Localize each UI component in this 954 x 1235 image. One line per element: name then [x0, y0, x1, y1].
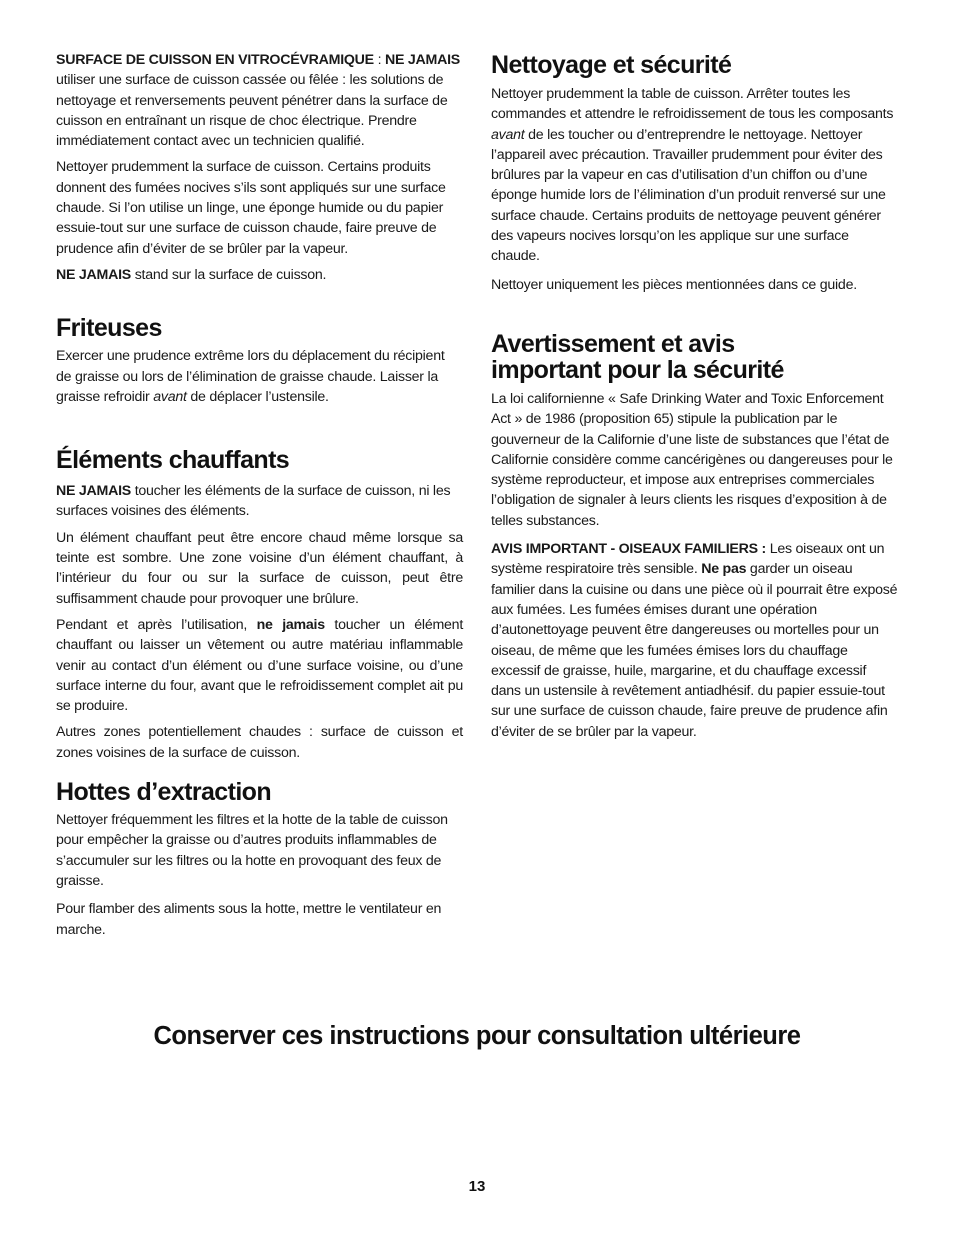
oiseaux-text-a: Les oiseaux ont un système respiratoire très sensible.	[491, 541, 885, 578]
hottes-heading: Hottes d’extraction	[56, 778, 272, 807]
elements-paragraph-2: Un élément chauffant peut être encore chaud même lorsque sa teinte est sombre. Une zone voisine d’un élément chauffant, à l’intérieur du four ou sur la surface de cuisson, peut être suffisamment chaude pour provoquer une brûlure.	[56, 529, 463, 607]
avertissement-paragraph-1: La loi californienne « Safe Drinking Water and Toxic Enforcement Act » de 1986 (proposition 65) stipule la publication par le gouverneur de la Californie d’une liste de substances que l’état de Californie considère comme cancérigènes ou dangereuses pour le système reproducteur, et impose aux entreprises commerciales l’obligation de signaler à leurs clients les risques d’exposition à de telles substances.	[491, 390, 893, 529]
avertissement-heading-line-1: Avertissement et avis	[491, 329, 735, 358]
friteuses-text-a: Exercer une prudence extrême lors du déplacement du récipient de graisse ou lors de l’élimination de graisse chaude. Laisser la graisse refroidir	[56, 348, 445, 405]
oiseaux-label: AVIS IMPORTANT - OISEAUX FAMILIERS :	[491, 541, 767, 558]
cooktop-paragraph	[56, 50, 463, 151]
left-column	[56, 48, 463, 946]
elements-p3-text-a: Pendant et après l’utilisation,	[56, 616, 257, 633]
avertissement-heading-line-2: important pour la sécurité	[491, 355, 784, 384]
avertissement-heading	[491, 331, 898, 383]
nettoyage-paragraph-1	[491, 84, 898, 267]
right-column	[491, 48, 898, 748]
elements-paragraph-1	[56, 481, 463, 522]
elements-paragraph-3	[56, 615, 463, 716]
elements-p3-warning: ne jamais	[256, 616, 325, 633]
nettoyage-p1-text-a: Nettoyer prudemment la table de cuisson. Arrêter toutes les commandes et attendre le refroidissement de tous les composants	[491, 86, 894, 123]
elements-p3-text-b: toucher un élément chauffant ou laisser un vêtement ou autre matériau inflammable venir au contact d’un élément ou d’une surface voisine, ou d’une surface interne du four, avant que le refroidissement complet ait pu se produire.	[56, 616, 464, 715]
friteuses-emphasis: avant	[153, 388, 187, 405]
elements-p1-text: toucher les éléments de la surface de cuisson, ni les surfaces voisines des éléments.	[56, 483, 451, 520]
cooktop-label: SURFACE DE CUISSON EN VITROCÉVRAMIQUE	[56, 52, 374, 68]
nettoyage-emphasis: avant	[491, 126, 525, 143]
hottes-paragraph-2: Pour flamber des aliments sous la hotte, mettre le ventilateur en marche.	[56, 901, 442, 938]
nettoyage-p1-text-b: de les toucher ou d’entreprendre le nettoyage. Nettoyer l’appareil avec précaution. Travailler prudemment pour éviter des brûlures par la vapeur en cas d’utilisation d’un chiffon ou d’une éponge humide lors de l’élimination d’un produit renversé sur une surface chaude. Certains produits de nettoyage peuvent générer des vapeurs nocives lorsqu’on les applique sur une surface chaude.	[491, 126, 886, 265]
cooktop-paragraph-3	[56, 265, 463, 285]
avertissement-paragraph-2	[491, 539, 898, 742]
elements-p1-warning: NE JAMAIS	[56, 483, 132, 500]
cooktop-p3-text: stand sur la surface de cuisson.	[131, 266, 327, 283]
page-number: 13	[468, 1178, 486, 1195]
friteuses-text-b: de déplacer l’ustensile.	[186, 388, 329, 405]
nettoyage-heading: Nettoyage et sécurité	[491, 51, 732, 79]
elements-heading: Éléments chauffants	[56, 446, 290, 475]
keep-instructions-heading: Conserver ces instructions pour consultation ultérieure	[153, 1022, 801, 1050]
friteuses-heading: Friteuses	[56, 314, 162, 343]
friteuses-paragraph	[56, 346, 463, 407]
cooktop-text: utiliser une surface de cuisson cassée ou fêlée : les solutions de nettoyage et renversements peuvent pénétrer dans la surface de cuisson en entraînant un risque de choc électrique. Prendre immédiatement contact avec un technicien qualifié.	[56, 72, 448, 150]
cooktop-paragraph-2: Nettoyer prudemment la surface de cuisson. Certains produits donnent des fumées nocives s’ils sont appliqués sur une surface chaude. Si l’on utilise un linge, une éponge humide ou du papier essuie-tout sur une surface de cuisson chaude, faire preuve de prudence afin d’éviter de se brûler par la vapeur.	[56, 159, 446, 257]
elements-paragraph-4: Autres zones potentiellement chaudes : surface de cuisson et zones voisines de la surface de cuisson.	[56, 724, 463, 761]
cooktop-p3-warning: NE JAMAIS	[56, 266, 132, 283]
cooktop-separator: :	[373, 52, 385, 68]
oiseaux-text-b: garder un oiseau familier dans la cuisine ou dans une pièce où il pourrait être exposé aux fumées. Les fumées émises durant une opération d’autonettoyage peuvent être dangereuses ou mortelles pour un oiseau, de même que les fumées émises lors du chauffage excessif de graisse, huile, margarine, et du chauffage excessif dans un ustensile à revêtement antiadhésif. du papier essuie-tout sur une surface de cuisson chaude, faire preuve de prudence afin d’éviter de se brûler par la vapeur.	[491, 561, 898, 740]
hottes-paragraph-1: Nettoyer fréquemment les filtres et la hotte de la table de cuisson pour empêcher la graisse ou d’autres produits inflammables de s’accumuler sur les filtres ou la hotte en provoquant des feux de graisse.	[56, 812, 448, 889]
oiseaux-warning: Ne pas	[701, 561, 747, 578]
cooktop-warning: NE JAMAIS	[384, 52, 460, 68]
nettoyage-paragraph-2: Nettoyer uniquement les pièces mentionnées dans ce guide.	[491, 276, 857, 293]
